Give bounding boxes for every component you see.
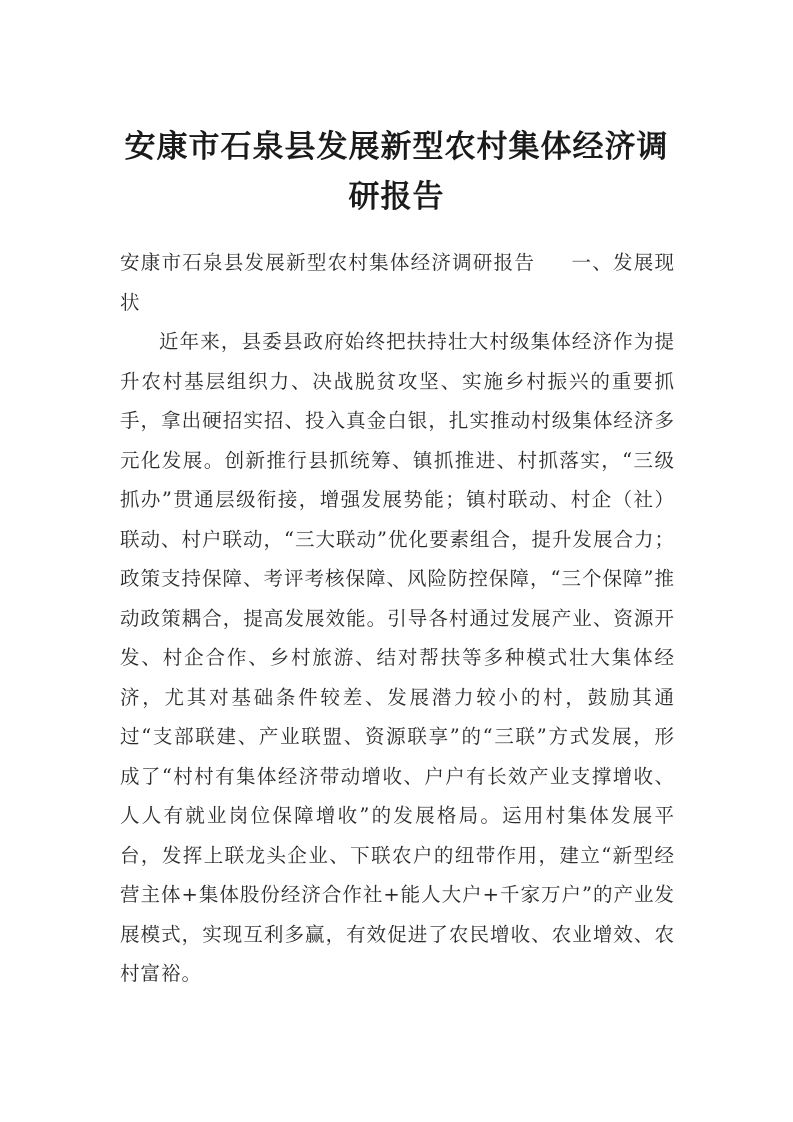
intro-line	[120, 243, 675, 322]
report-name: 安康市石泉县发展新型农村集体经济调研报告	[120, 251, 536, 274]
document-body	[120, 243, 675, 994]
document-title: 安康市石泉县发展新型农村集体经济调研报告	[124, 129, 669, 215]
section-heading: 一、发展现状	[120, 251, 675, 314]
body-paragraph: 近年来，县委县政府始终把扶持壮大村级集体经济作为提升农村基层组织力、决战脱贫攻坚、实施乡村振兴的重要抓手，拿出硬招实招、投入真金白银，扎实推动村级集体经济多元化发展。创新推行县抓统筹、镇抓推进、村抓落实，“三级抓办”贯通层级衔接，增强发展势能；镇村联动、村企（社）联动、村户联动，“三大联动”优化要素组合，提升发展合力；政策支持保障、考评考核保障、风险防控保障，“三个保障”推动政策耦合，提高发展效能。引导各村通过发展产业、资源开发、村企合作、乡村旅游、结对帮扶等多种模式壮大集体经济，尤其对基础条件较差、发展潜力较小的村，鼓励其通过“支部联建、产业联盟、资源联享”的“三联”方式发展，形成了“村村有集体经济带动增收、户户有长效产业支撑增收、人人有就业岗位保障增收”的发展格局。运用村集体发展平台，发挥上联龙头企业、下联农户的纽带作用，建立“新型经营主体+集体股份经济合作社+能人大户+千家万户”的产业发展模式，实现互利多赢，有效促进了农民增收、农业增效、农村富裕。	[120, 330, 675, 985]
